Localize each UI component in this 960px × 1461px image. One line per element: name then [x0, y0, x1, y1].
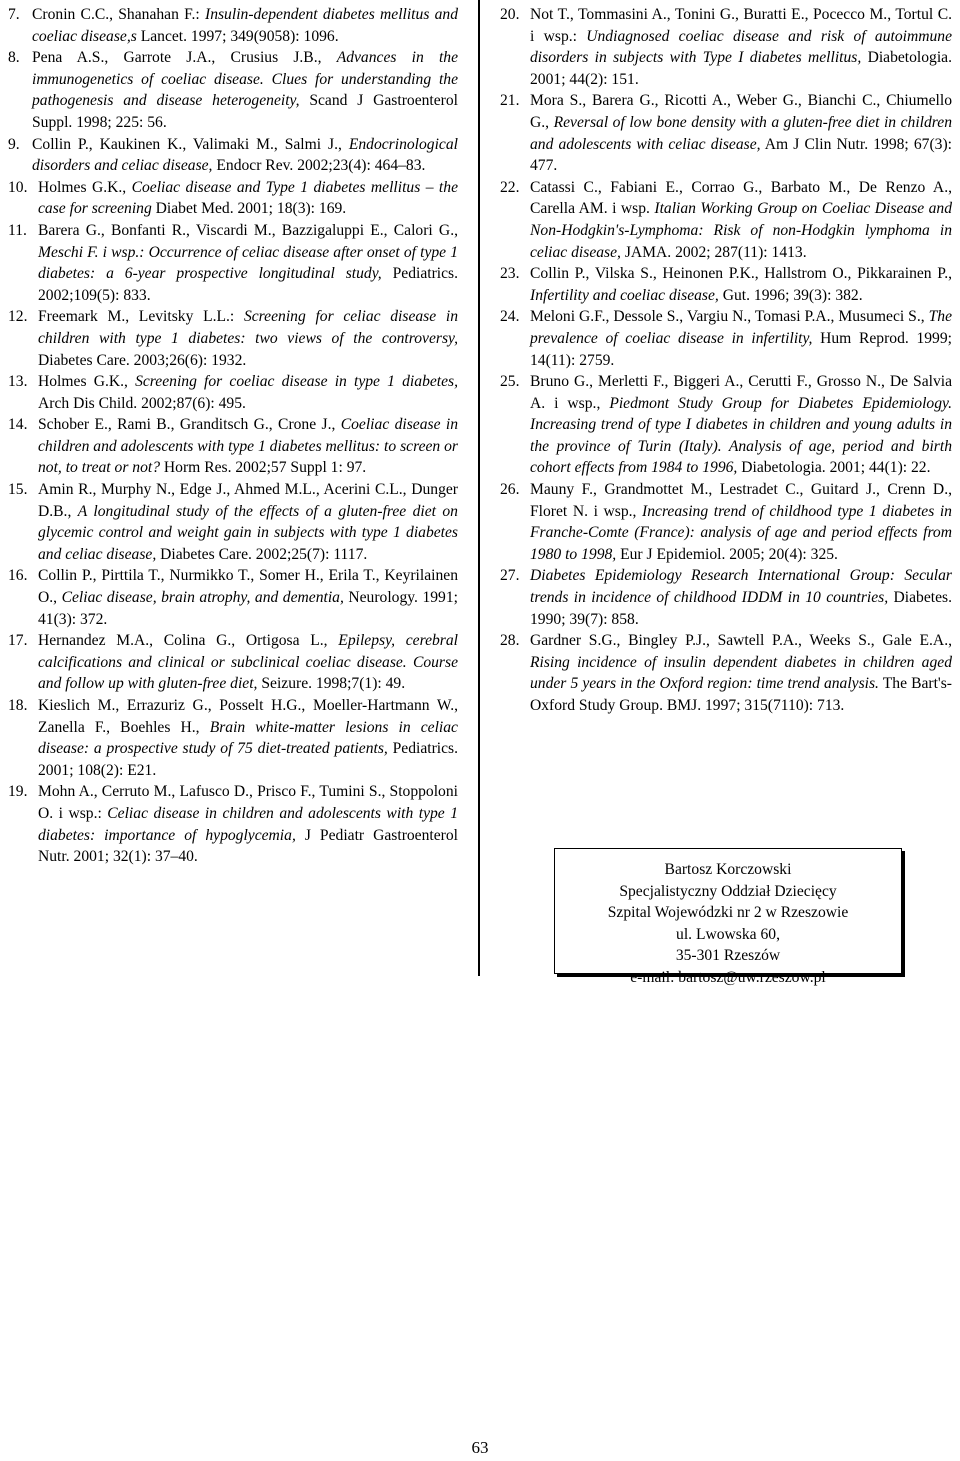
reference-item [8, 414, 458, 479]
reference-number: 25. [500, 373, 520, 391]
reference-authors: Freemark M., Levitsky L.L.: [38, 308, 244, 326]
reference-source: J Pediatr Gastroenterol Nutr. 2001; 32(1): 37–40. [38, 826, 458, 866]
reference-number: 20. [500, 6, 520, 23]
reference-source: JAMA. 2002; 287(11): 1413. [620, 243, 807, 261]
reference-item [500, 565, 952, 630]
reference-number: 17. [8, 632, 28, 650]
reference-title: The prevalence of coeliac disease in infertility, [530, 308, 952, 347]
reference-number: 11. [8, 221, 27, 239]
reference-source: Lancet. 1997; 349(9058): 1096. [136, 27, 339, 45]
reference-source: The Bart's-Oxford Study Group. BMJ. 1997; 315(7110): 713. [530, 675, 952, 714]
reference-title: Coeliac disease in children and adolescents with type 1 diabetes mellitus: to screen or not, to treat or not? [38, 416, 458, 477]
reference-authors: Barera G., Bonfanti R., Viscardi M., Bazzigaluppi E., Calori G., [38, 221, 458, 239]
reference-source: Diabetes Care. 2003;26(6): 1932. [38, 351, 247, 369]
reference-number: 28. [500, 632, 520, 650]
reference-authors: Collin P., Kaukinen K., Valimaki M., Salmi J., [32, 135, 349, 153]
reference-source: Scand J Gastroenterol Suppl. 1998; 225: 56. [32, 92, 458, 131]
reference-source: Seizure. 1998;7(1): 49. [257, 675, 406, 693]
reference-authors: Bruno G., Merletti F., Biggeri A., Cerutti F., Grosso N., De Salvia A. i wsp., [530, 373, 952, 412]
reference-source: Eur J Epidemiol. 2005; 20(4): 325. [616, 545, 838, 563]
reference-item [500, 4, 952, 90]
reference-source: Diabetologia. 2001; 44(2): 151. [530, 49, 953, 88]
reference-number: 14. [8, 416, 28, 434]
reference-item [8, 306, 458, 371]
reference-source: Endocr Rev. 2002;23(4): 464–83. [212, 157, 426, 175]
reference-title: Insulin-dependent diabetes mellitus and coeliac disease,s [32, 6, 458, 45]
author-name: Bartosz Korczowski [664, 861, 792, 878]
references-left-column [8, 4, 458, 868]
reference-source: Diabetes. 1990; 39(7): 858. [530, 589, 952, 628]
reference-item [500, 177, 952, 263]
reference-number: 16. [8, 567, 28, 585]
reference-authors: Cronin C.C., Shanahan F.: [32, 6, 205, 23]
reference-source: Pediatrics. 2001; 108(2): E21. [38, 740, 458, 779]
reference-authors: Meloni G.F., Dessole S., Vargiu N., Tomasi P.A., Musumeci S., [530, 308, 929, 326]
reference-item [500, 630, 952, 716]
reference-item [8, 479, 458, 565]
reference-item [500, 306, 952, 371]
reference-number: 9. [8, 135, 20, 153]
author-affiliation-box [554, 848, 902, 986]
reference-authors: Collin P., Vilska S., Heinonen P.K., Hallstrom O., Pikkarainen P., [530, 265, 952, 283]
reference-item [8, 781, 458, 867]
reference-title: Diabetes Epidemiology Research International Group: Secular trends in incidence of childhood IDDM in 10 countries, [530, 567, 952, 607]
reference-number: 15. [8, 481, 28, 499]
references-right-column [500, 4, 952, 717]
reference-number: 21. [500, 92, 520, 110]
street-address: ul. Lwowska 60, [676, 925, 780, 943]
reference-title: Italian Working Group on Coeliac Disease and Non-Hodgkin's-Lymphoma: Risk of non-Hodgkin lymphoma in celiac disease, [530, 200, 952, 261]
hospital: Szpital Wojewódzki nr 2 w Rzeszowie [607, 904, 849, 922]
reference-title: Meschi F. i wsp.: Occurrence of celiac disease after onset of type 1 diabetes: a 6-year prospective longitudinal study, [38, 243, 458, 283]
reference-item [8, 177, 458, 220]
reference-source: Diabetes Care. 2002;25(7): 1117. [156, 545, 368, 563]
reference-authors: Gardner S.G., Bingley P.J., Sawtell P.A., Weeks S., Gale E.A., [530, 632, 952, 650]
reference-item [8, 695, 458, 781]
reference-item [8, 47, 458, 133]
email-address: e-mail: bartosz@uw.rzeszow.pl [630, 968, 826, 986]
reference-item [500, 90, 952, 176]
reference-item [500, 263, 952, 306]
reference-authors: Catassi C., Fabiani E., Corrao G., Barbato M., De Renzo A., Carella AM. i wsp. [530, 178, 952, 218]
reference-number: 18. [8, 697, 28, 714]
reference-number: 24. [500, 308, 520, 326]
reference-source: Diabetologia. 2001; 44(1): 22. [737, 459, 931, 477]
reference-authors: Pena A.S., Garrote J.A., Crusius J.B., [32, 49, 337, 67]
column-divider [478, 0, 480, 976]
reference-title: A longitudinal study of the effects of a gluten-free diet on glycemic control and weight gain in subjects with type 1 diabetes and celiac disease, [38, 502, 458, 563]
reference-item [500, 479, 952, 565]
reference-number: 26. [500, 481, 520, 499]
reference-title: Brain white-matter lesions in celiac disease: a prospective study of 75 diet-treated patients, [38, 718, 458, 758]
reference-number: 19. [8, 783, 28, 801]
reference-authors: Not T., Tommasini A., Tonini G., Buratti E., Pocecco M., Tortul C. i wsp.: [530, 6, 952, 45]
reference-source: Pediatrics. 2002;109(5): 833. [38, 265, 459, 304]
reference-authors: Amin R., Murphy N., Edge J., Ahmed M.L., Acerini C.L., Dunger D.B., [38, 481, 458, 520]
reference-authors: Mohn A., Cerruto M., Lafusco D., Prisco F., Tumini S., Stoppoloni O. i wsp.: [38, 783, 458, 822]
reference-title: Epilepsy, cerebral calcifications and clinical or subclinical coeliac disease. Course and follow up with gluten-free diet, [38, 632, 458, 693]
reference-authors: Schober E., Rami B., Granditsch G., Crone J., [38, 416, 341, 434]
reference-number: 10. [8, 178, 28, 196]
reference-number: 12. [8, 308, 28, 326]
reference-source: Arch Dis Child. 2002;87(6): 495. [38, 394, 246, 412]
reference-authors: Mauny F., Grandmottet M., Lestradet C., Guitard J., Crenn D., Floret N. i wsp., [530, 481, 952, 520]
reference-title: Celiac disease in children and adolescents with type 1 diabetes: importance of hypoglycemia, [38, 804, 458, 844]
reference-title: Celiac disease, brain atrophy, and dementia, [61, 589, 344, 607]
reference-source: Horm Res. 2002;57 Suppl 1: 97. [160, 459, 367, 477]
department: Specjalistyczny Oddział Dziecięcy [619, 882, 837, 900]
reference-item [8, 134, 458, 177]
reference-title: Advances in the immunogenetics of coeliac disease. Clues for understanding the pathogenesis and disease heterogeneity, [32, 49, 458, 110]
city-postcode: 35-301 Rzeszów [675, 947, 781, 965]
reference-item [8, 220, 458, 306]
reference-number: 7. [8, 6, 20, 23]
reference-title: Piedmont Study Group for Diabetes Epidemiology. Increasing trend of type I diabetes in children and young adults in the province of Turin (Italy). Analysis of age, period and birth cohort effects from 1984 to 1996, [530, 394, 952, 477]
reference-title: Increasing trend of childhood type 1 diabetes in Franche-Comte (France): analysis of age and period effects from 1980 to 1998, [530, 502, 952, 563]
reference-title: Reversal of low bone density with a gluten-free diet in children and adolescents with celiac disease, [530, 113, 952, 153]
reference-authors: Holmes G.K., [38, 178, 132, 196]
reference-item [8, 371, 458, 414]
reference-source: Neurology. 1991; 41(3): 372. [38, 589, 458, 628]
reference-item [8, 630, 458, 695]
reference-title: Endocrinological disorders and celiac disease, [32, 135, 458, 175]
reference-authors: Hernandez M.A., Colina G., Ortigosa L., [38, 632, 339, 650]
reference-authors: Kieslich M., Errazuriz G., Posselt H.G., Moeller-Hartmann W., Zanella F., Boehles H., [38, 697, 458, 736]
reference-authors: Mora S., Barera G., Ricotti A., Weber G., Bianchi C., Chiumello G., [530, 92, 952, 131]
reference-authors: Collin P., Pirttila T., Nurmikko T., Somer H., Erila T., Keyrilainen O., [38, 567, 458, 607]
reference-title: Coeliac disease and Type 1 diabetes mellitus – the case for screening [38, 178, 458, 218]
reference-item [8, 4, 458, 47]
reference-source: Diabet Med. 2001; 18(3): 169. [151, 200, 347, 218]
reference-item [500, 371, 952, 479]
reference-number: 23. [500, 265, 520, 283]
reference-number: 22. [500, 178, 520, 196]
reference-source: Am J Clin Nutr. 1998; 67(3): 477. [530, 135, 952, 175]
reference-number: 27. [500, 567, 520, 585]
reference-number: 8. [8, 49, 20, 67]
reference-source: Gut. 1996; 39(3): 382. [718, 286, 863, 304]
reference-item [8, 565, 458, 630]
reference-title: Screening for coeliac disease in type 1 diabetes, [135, 373, 459, 391]
reference-title: Rising incidence of insulin dependent diabetes in children aged under 5 years in the Oxford region: time trend analysis. [530, 653, 952, 693]
reference-authors: Holmes G.K., [38, 373, 136, 391]
reference-title: Infertility and coeliac disease, [530, 286, 719, 304]
reference-number: 13. [8, 373, 28, 391]
reference-title: Screening for celiac disease in children with type 1 diabetes: two views of the controversy, [38, 308, 458, 347]
page-number: 63 [471, 1438, 489, 1457]
reference-title: Undiagnosed coeliac disease and risk of autoimmune disorders in subjects with Type I diabetes mellitus, [530, 27, 952, 67]
reference-source: Hum Reprod. 1999; 14(11): 2759. [530, 329, 952, 369]
